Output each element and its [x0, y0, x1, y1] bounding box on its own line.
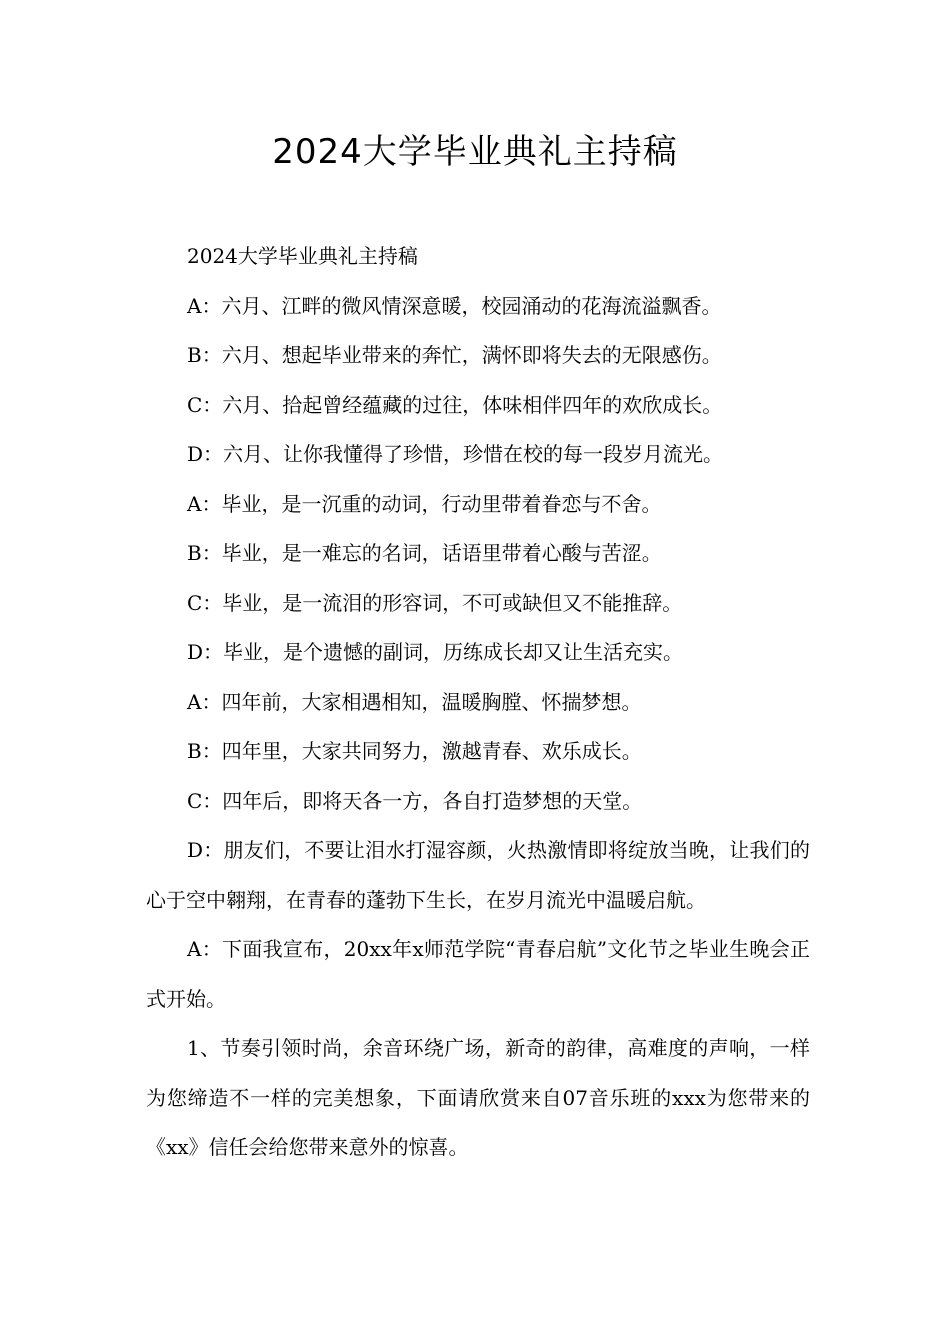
document-title: 2024大学毕业典礼主持稿 [272, 132, 678, 172]
document-body [146, 232, 810, 1173]
paragraph: C：六月、拾起曾经蕴藏的过往，体味相伴四年的欢欣成长。 [187, 392, 723, 417]
paragraph: C：四年后，即将天各一方，各自打造梦想的天堂。 [187, 788, 643, 813]
paragraph: B：四年里，大家共同努力，激越青春、欢乐成长。 [187, 739, 642, 763]
paragraph: C：毕业，是一流泪的形容词，不可或缺但又不能推辞。 [187, 590, 683, 615]
paragraph: D：朋友们，不要让泪水打湿容颜，火热激情即将绽放当晚，让我们的心于空中翱翔，在青春的蓬勃下生长，在岁月流光中温暖启航。 [146, 838, 810, 912]
paragraph: A：四年前，大家相遇相知，温暖胸膛、怀揣梦想。 [187, 689, 642, 714]
paragraph: D：六月、让你我懂得了珍惜，珍惜在校的每一段岁月流光。 [187, 442, 724, 466]
paragraph: A：毕业，是一沉重的动词，行动里带着眷恋与不舍。 [187, 491, 662, 516]
paragraph: 1、节奏引领时尚，余音环绕广场，新奇的韵律，高难度的声响，一样为您缔造不一样的完美想象，下面请欣赏来自07音乐班的xxx为您带来的《xx》信任会给您带来意外的惊喜。 [146, 1036, 810, 1159]
paragraph: B：毕业，是一难忘的名词，话语里带着心酸与苦涩。 [187, 541, 662, 565]
paragraph: 2024大学毕业典礼主持稿 [187, 244, 418, 268]
paragraph: B：六月、想起毕业带来的奔忙，满怀即将失去的无限感伤。 [187, 343, 722, 367]
paragraph: A：六月、江畔的微风情深意暖，校园涌动的花海流溢飘香。 [187, 293, 722, 318]
paragraph: A：下面我宣布，20xx年x师范学院“青春启航”文化节之毕业生晚会正式开始。 [146, 937, 810, 1011]
paragraph: D：毕业，是个遗憾的副词，历练成长却又让生活充实。 [187, 640, 684, 664]
